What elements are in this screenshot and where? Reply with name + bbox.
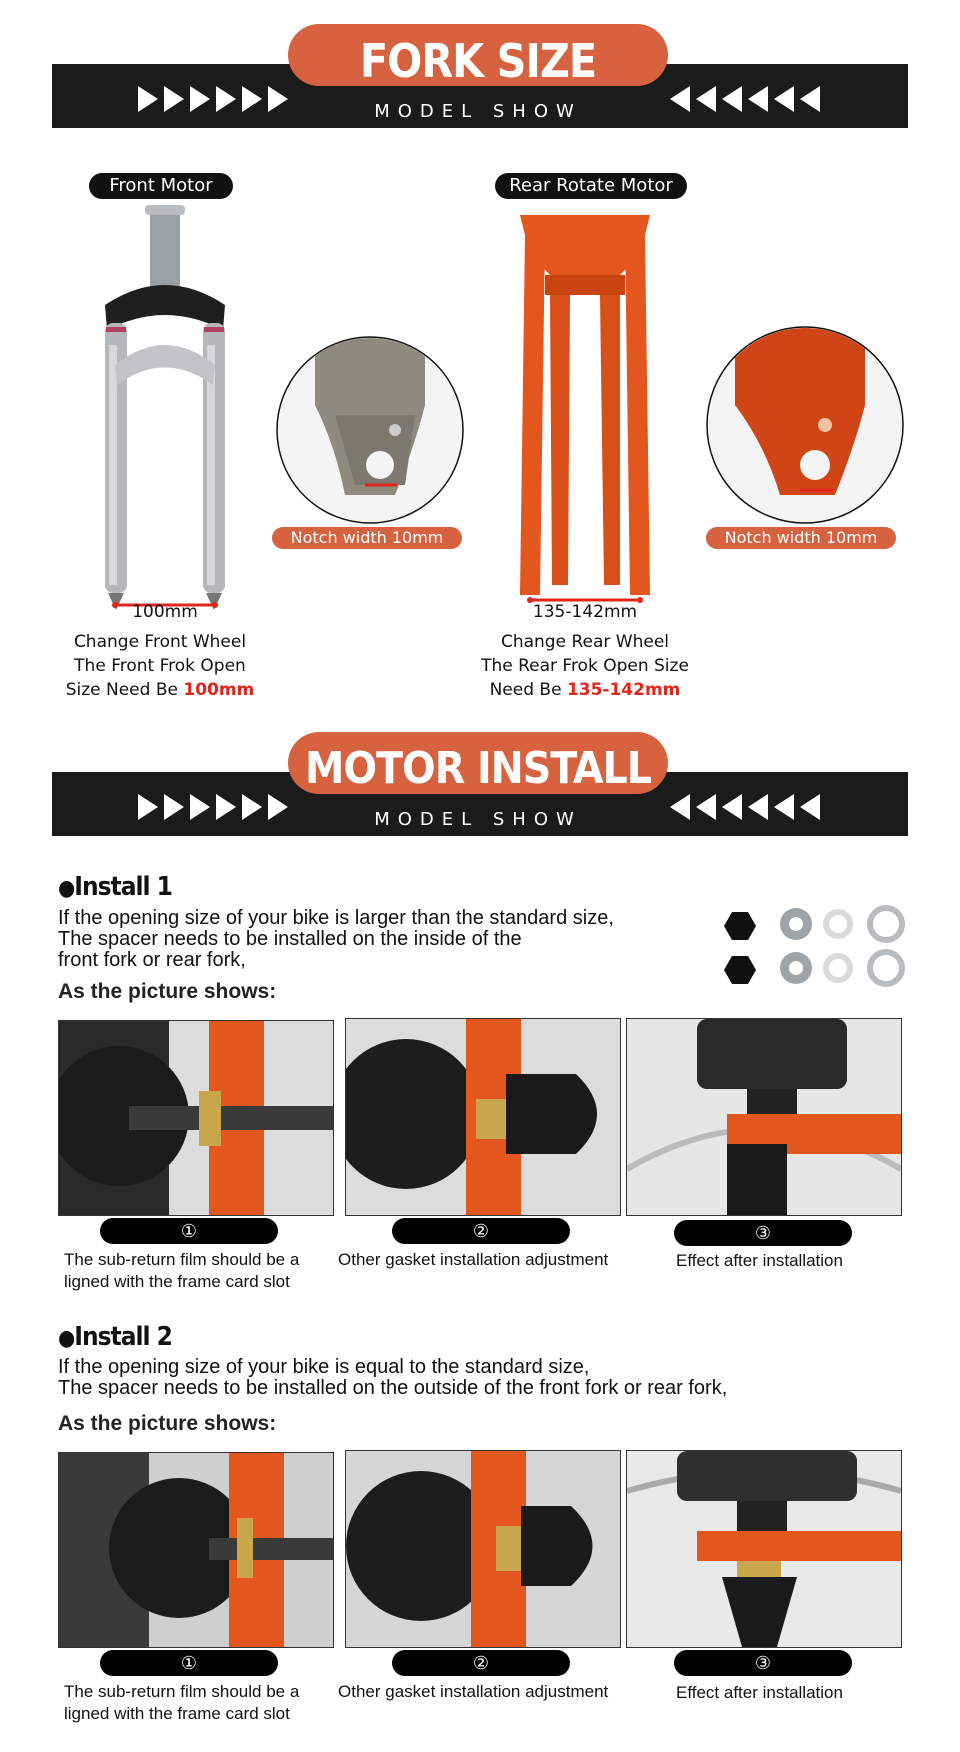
front-description — [40, 630, 280, 702]
install1-photo-2 — [345, 1018, 621, 1216]
caption-line: ligned with the frame card slot — [64, 1704, 290, 1723]
install2-step2-badge: ② — [392, 1650, 570, 1676]
front-desc-line3 — [40, 678, 280, 702]
install2-line2: The spacer needs to be installed on the outside of the front fork or rear fork, — [58, 1377, 728, 1399]
front-motor-label: Front Motor — [89, 173, 233, 199]
rear-notch-label: Notch width 10mm — [706, 527, 896, 549]
install2-photo-1 — [58, 1452, 334, 1648]
rear-desc-line3 — [465, 678, 705, 702]
install2-heading-text: Install 2 — [74, 1322, 172, 1352]
left-arrows-icon — [670, 86, 820, 112]
install2-step3-caption: Effect after installation — [676, 1683, 843, 1702]
rear-desc-value: 135-142mm — [566, 680, 681, 700]
front-notch-label: Notch width 10mm — [272, 527, 462, 549]
install2-step1-badge: ① — [100, 1650, 278, 1676]
front-desc-value: 100mm — [183, 680, 255, 700]
install1-photo-1 — [58, 1020, 334, 1216]
install1-step1-badge: ① — [100, 1218, 278, 1244]
install1-shows: As the picture shows: — [58, 980, 277, 1003]
install1-text — [58, 908, 614, 971]
rear-motor-label: Rear Rotate Motor — [495, 173, 687, 199]
install1-step2-caption: Other gasket installation adjustment — [338, 1250, 609, 1269]
install1-step3-caption: Effect after installation — [676, 1251, 843, 1270]
install2-shows: As the picture shows: — [58, 1412, 277, 1435]
install2-step2-caption: Other gasket installation adjustment — [338, 1682, 609, 1701]
install1-step1-caption — [64, 1249, 299, 1293]
spacer-parts-image — [722, 900, 908, 992]
rear-desc-line1: Change Rear Wheel — [500, 632, 670, 652]
banner-title: FORK SIZE — [359, 34, 597, 88]
install1-line2: The spacer needs to be installed on the inside of the — [58, 928, 522, 950]
install1-photo-3 — [626, 1018, 902, 1216]
install2-photo-3 — [626, 1450, 902, 1648]
caption-line: The sub-return film should be a — [64, 1250, 300, 1269]
install1-heading-text: Install 1 — [74, 872, 172, 902]
front-measure: 100mm — [132, 602, 198, 622]
caption-line: ligned with the frame card slot — [64, 1272, 290, 1291]
front-notch-closeup-image — [275, 335, 465, 525]
install2-step3-badge: ③ — [674, 1650, 852, 1676]
install1-step2-badge: ② — [392, 1218, 570, 1244]
rear-desc-line2: The Rear Frok Open Size — [481, 656, 689, 676]
front-desc-prefix: Size Need Be — [65, 680, 184, 700]
rear-measure: 135-142mm — [532, 602, 638, 622]
install2-photo-2 — [345, 1450, 621, 1648]
banner-title: MOTOR INSTALL — [305, 743, 651, 794]
right-arrows-icon — [138, 794, 288, 820]
install1-step3-badge: ③ — [674, 1220, 852, 1246]
install2-line1: If the opening size of your bike is equal to the standard size, — [58, 1356, 590, 1378]
install2-heading: ●Install 2 — [58, 1322, 172, 1352]
rear-fork-image — [500, 215, 670, 615]
install1-line3: front fork or rear fork, — [58, 949, 246, 971]
install2-step1-caption — [64, 1681, 299, 1725]
right-arrows-icon — [138, 86, 288, 112]
install1-line1: If the opening size of your bike is larger than the standard size, — [58, 907, 614, 929]
banner-subtitle: MODEL SHOW — [374, 101, 582, 122]
install2-text — [58, 1357, 727, 1399]
left-arrows-icon — [670, 794, 820, 820]
caption-line: The sub-return film should be a — [64, 1682, 300, 1701]
front-desc-line2: The Front Frok Open — [74, 656, 246, 676]
rear-description — [465, 630, 705, 702]
front-fork-image — [95, 205, 235, 615]
front-desc-line1: Change Front Wheel — [73, 632, 247, 652]
banner-subtitle: MODEL SHOW — [374, 809, 582, 830]
install1-heading: ●Install 1 — [58, 872, 172, 902]
rear-notch-closeup-image — [705, 325, 905, 525]
rear-desc-prefix: Need Be — [489, 680, 567, 700]
